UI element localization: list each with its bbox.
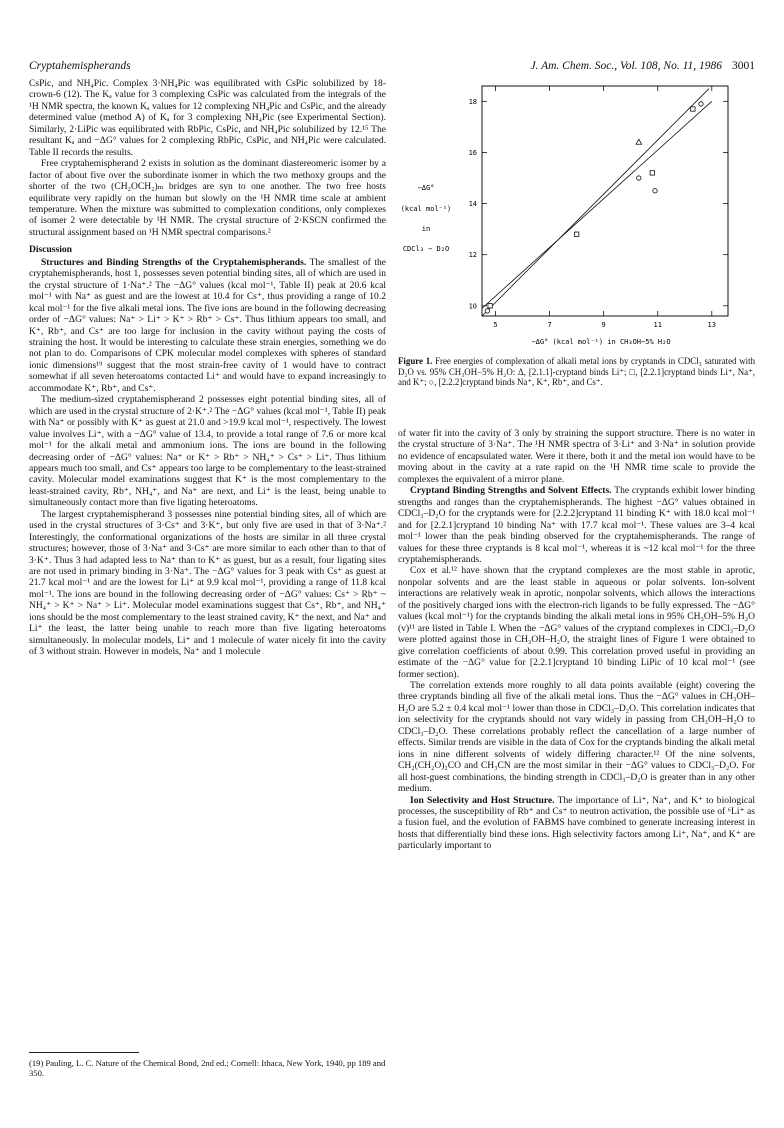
footnote: (19) Pauling, L. C. Nature of the Chemical Bond, 2nd ed.; Cornell: Ithaca, New York, 1940, pp 189 and 350. <box>29 1058 386 1078</box>
paragraph: The largest cryptahemispherand 3 possesses nine potential binding sites, all of which are used in the crystal structures of 3·Cs⁺ and 3·K⁺, but only five are used in that of 3·Na⁺.² Interestingly, the conformational organizations of the hosts are similar in all three crystal structures; however, those of 3·Na⁺ and 3·Cs⁺ are more similar to each other than to that of 3·K⁺. Thus 3 had adapted less to Na⁺ than to K⁺ as guest, but as a result, four ligating sites are not used in primary binding in 3·Na⁺. The −ΔG° values for 3 peak with Cs⁺ as guest at 21.7 kcal mol⁻¹ and are the lowest for Li⁺ at 9.9 kcal mol⁻¹, providing a range of 11.8 kcal mol⁻¹. The ions are bound in the following decreasing order of −ΔG° values: Cs⁺ > Rb⁺ ~ NH₄⁺ > K⁺ > Na⁺ > Li⁺. Molecular model examinations suggest that Cs⁺, Rb⁺, and NH₄⁺ ions should be the most complementary to the least strained cavity, K⁺ the next, and Na⁺ and Li⁺ the least, the latter being unable to reach more than five ligating heteroatoms simultaneously. In molecular models, Li⁺ and 1 molecule of water nicely fit into the cavity of 3 without strain. However in models, Na⁺ and 1 molecule <box>29 508 386 658</box>
left-column <box>29 78 386 658</box>
page-number: 3001 <box>732 60 755 72</box>
data-point-square <box>691 107 695 111</box>
y-tick-label: 16 <box>468 148 477 157</box>
paragraph <box>398 795 755 852</box>
data-point-circle <box>699 102 703 106</box>
data-point-circle <box>485 309 489 313</box>
data-point-circle <box>653 189 657 193</box>
paragraph <box>398 485 755 565</box>
figure-1-plot <box>398 78 755 350</box>
correlation-line <box>482 101 712 308</box>
data-point-triangle <box>636 139 642 144</box>
paragraph-body: The smallest of the cryptahemispherands, host 1, possesses seven potential binding sites, all of which are used in the crystal structure of 1·Na⁺.² The −ΔG° values (kcal mol⁻¹, Table II) peak at 20.6 kcal mol⁻¹ with Na⁺ as guest and are the lowest at 10.4 for Cs⁺, thus providing a range of 10.2 kcal mol⁻¹ for the five alkali metal ions. The five ions are bound in the following decreasing order of −ΔG° values: Na⁺ > Li⁺ > K⁺ > Rb⁺ > Cs⁺. Thus lithium appears too small, and K⁺, Rb⁺, and Cs⁺ are too large for inclusion in the cavity without paying the costs of straining the host. It would be interesting to calculate these strain energies, something we do not plan to do. Comparisons of CPK molecular model complexes with spheres of standard ionic dimensions¹⁹ suggest that the most strain-free cavity of 1 would have to contract somewhat if all seven heteroatoms contacted Li⁺ and would have to expand increasingly to accommodate K⁺, Rb⁺, and Cs⁺. <box>29 256 387 394</box>
journal-citation: J. Am. Chem. Soc., Vol. 108, No. 11, 1986 <box>530 60 722 72</box>
data-point-square <box>574 232 578 236</box>
paragraph: Free cryptahemispherand 2 exists in solution as the dominant diastereomeric isomer by a factor of about five over the subordinate isomer in which the two methoxy groups and the shorter of the two (CH₂OCH₂)ₘ bridges are syn to one another. The two free hosts equilibrate very rapidly on the human but slowly on the ¹H NMR time scale at ambient temperature. When the mixture was submitted to complexation conditions, only complexes of isomer 2 were detectable by ¹H NMR. The crystal structure of 2·KSCN confirmed the structural assignment based on ¹H NMR spectral comparisons.² <box>29 158 386 238</box>
paragraph <box>29 257 386 394</box>
data-point-square <box>650 171 654 175</box>
figure-caption-label: Figure 1. <box>398 356 433 366</box>
footnote-rule <box>29 1052 139 1053</box>
x-tick-label: 9 <box>601 321 606 329</box>
correlation-line <box>482 89 709 316</box>
data-point-circle <box>637 176 641 180</box>
y-tick-label: 14 <box>468 200 477 209</box>
x-tick-label: 11 <box>653 321 662 329</box>
paragraph: The correlation extends more roughly to all data points available (eight) covering the three cryptands binding all five of the alkali metal ions. Thus the −ΔG° values in CH₃OH–H₂O are 5.2 ± 0.4 kcal mol⁻¹ lower than those in CDCl₃–D₂O. This correlation indicates that ion selectivity for the cryptands should not vary widely in passing from CH₃OH–H₂O to CDCl₃–D₂O. These correlations probably reflect the cancellation of a large number of effects. Similar trends are visible in the data of Cox for the cryptands binding the alkali metal ions in nine different solvents of widely differing character.¹² Of the nine solvents, CH₂(CH₂O)₂CO and CH₃CN are the most similar in their −ΔG° values to CDCl₃–D₂O. For all host-guest combinations, the binding strength in CDCl₃–D₂O is greater than in any other medium. <box>398 679 755 795</box>
y-tick-label: 10 <box>468 302 477 311</box>
paragraph-body: The cryptands exhibit lower binding strengths and ranges than the cryptahemispherands. The highest −ΔG° values obtained in CDCl₃–D₂O for the cryptands were for [2.2.2]cryptand 11 binding K⁺ with 18.0 kcal mol⁻¹ and for [2.2.1]cryptand 10 binding Na⁺ with 17.7 kcal mol⁻¹. These values are 3–4 kcal mol⁻¹ lower than the peak binding observed for the cryptahemispherands. The range of values for these three cryptands is 8 kcal mol⁻¹, whereas it is ~12 kcal mol⁻¹ for the three cryptahemispherands. <box>398 485 755 565</box>
paragraph-heading: Structures and Binding Strengths of the Cryptahemispherands. <box>41 256 307 268</box>
y-axis-label-line-3: in <box>421 225 431 233</box>
paragraph: The medium-sized cryptahemispherand 2 possesses eight potential binding sites, all of which are used in the crystal structure of 2·K⁺.² The −ΔG° values (kcal mol⁻¹, Table II) peak with Na⁺ or possibly with K⁺ as guest at 21.0 and >19.9 kcal mol⁻¹, respectively. The lowest value involves Li⁺, with a −ΔG° value of 13.4, to provide a total range of 7.6 or more kcal mol⁻¹ for the alkali metal and ammonium ions. The ions are bound in the following decreasing order of −ΔG° values: Na⁺ or K⁺ > Rb⁺ > NH₄⁺ > Cs⁺ > Li⁺. Thus lithium appears much too small, and Cs⁺ appears too large to be complementary to the least-strained cavity. Molecular model examinations suggest that K⁺ is the most complementary to the least-strained cavity, Rb⁺, NH₄⁺, and Na⁺ are next, and Li⁺ is the least, being unable to simultaneously contact more than five ligating heteroatoms. <box>29 394 386 509</box>
data-point-square <box>488 304 492 308</box>
figure-caption <box>398 356 755 388</box>
y-tick-label: 12 <box>468 251 477 260</box>
y-axis-label-line-2: (kcal mol⁻¹) <box>400 205 452 213</box>
y-axis-label-line-1: −ΔG° <box>417 184 435 192</box>
paragraph: CsPic, and NH₄Pic. Complex 3·NH₄Pic was equilibrated with CsPic solubilized by 18-crown-6 (12). The Kₐ value for 3 complexing CsPic was calculated from the integrals of the ¹H NMR spectra, the known Kₐ values for 12 complexing NH₄Pic and CsPic, and the already determined value (method A) of Kₐ for 3 complexing NH₄Pic (see Experimental Section). Similarly, 2·LiPic was equilibrated with RbPic, CsPic, and NH₄Pic solubilized by 12.¹⁵ The resultant Kₐ and −ΔG° values for 2 complexing RbPic, CsPic, and NH₄Pic were calculated. Table II records the results. <box>29 78 386 158</box>
x-tick-label: 7 <box>547 321 552 329</box>
x-tick-label: 13 <box>707 321 716 329</box>
section-heading-discussion: Discussion <box>29 244 72 256</box>
running-head-right <box>530 60 755 72</box>
paragraph-heading: Cryptand Binding Strengths and Solvent Effects. <box>410 485 612 497</box>
paragraph: of water fit into the cavity of 3 only by straining the support structure. There is no water in the crystal structure of 3·Na⁺. The ¹H NMR spectra of 3·Li⁺ and 3·Na⁺ in solution provide no evidence of encapsulated water. Were it there, both it and the metal ion would have to be moving about in the cavity at a rate rapid on the ¹H NMR time scale to provide the complexes the equivalent of a mirror plane. <box>398 428 755 485</box>
y-axis-label-line-4: CDCl₃ − D₂O <box>402 245 450 253</box>
figure-caption-text: Free energies of complexation of alkali metal ions by cryptands in CDCl₃ saturated with D₂O vs. 95% CH₃OH−5% H₂O: Δ, [2.1.1]-cryptand binds Li⁺; □, [2.2.1]cryptand binds Li⁺, Na⁺, and K⁺; ○, [2.2.2]cryptand binds Na⁺, K⁺, Rb⁺, and Cs⁺. <box>398 356 756 388</box>
running-head-left: Cryptahemispherands <box>29 60 131 72</box>
paragraph-heading: Ion Selectivity and Host Structure. <box>410 794 555 806</box>
paragraph: Cox et al.¹² have shown that the cryptand complexes are the most stable in aprotic, nonpolar solvents and are the least stable in aqueous or polar solvents. Ion-solvent interactions are relatively weak in aprotic, nonpolar solvents, which allows the interactions of the positively charged ions with the electron-rich ligands to be fully expressed. The −ΔG° values (kcal mol⁻¹) for the cryptands binding the alkali metal ions in 95% CH₃OH–5% H₂O (v)¹¹ are listed in Table I. When the −ΔG° values of the cryptand complexes in CDCl₃–D₂O were plotted against those in CH₃OH–H₂O, the straight lines of Figure 1 were obtained to give correlation coefficients of about 0.99. This correlation proved useful in providing an estimate of the −ΔG° value for [2.2.1]cryptand 10 binding LiPic of 10 kcal mol⁻¹ (see former section). <box>398 565 755 680</box>
paragraph-body: The importance of Li⁺, Na⁺, and K⁺ to biological processes, the susceptibility of Rb⁺ and Cs⁺ to neutron activation, the possible use of ⁶Li⁺ as a fusion fuel, and the evolution of FABMS have combined to generate increasing interest in hosts that differentially bind these ions. High selectivity factors among Li⁺, Na⁺, and K⁺ are particularly important to <box>398 794 755 852</box>
x-axis-label: −ΔG° (kcal mol⁻¹) in CH₃OH−5% H₂O <box>531 338 671 346</box>
x-tick-label: 5 <box>493 321 498 329</box>
y-tick-label: 18 <box>468 97 477 106</box>
right-column <box>398 428 755 852</box>
